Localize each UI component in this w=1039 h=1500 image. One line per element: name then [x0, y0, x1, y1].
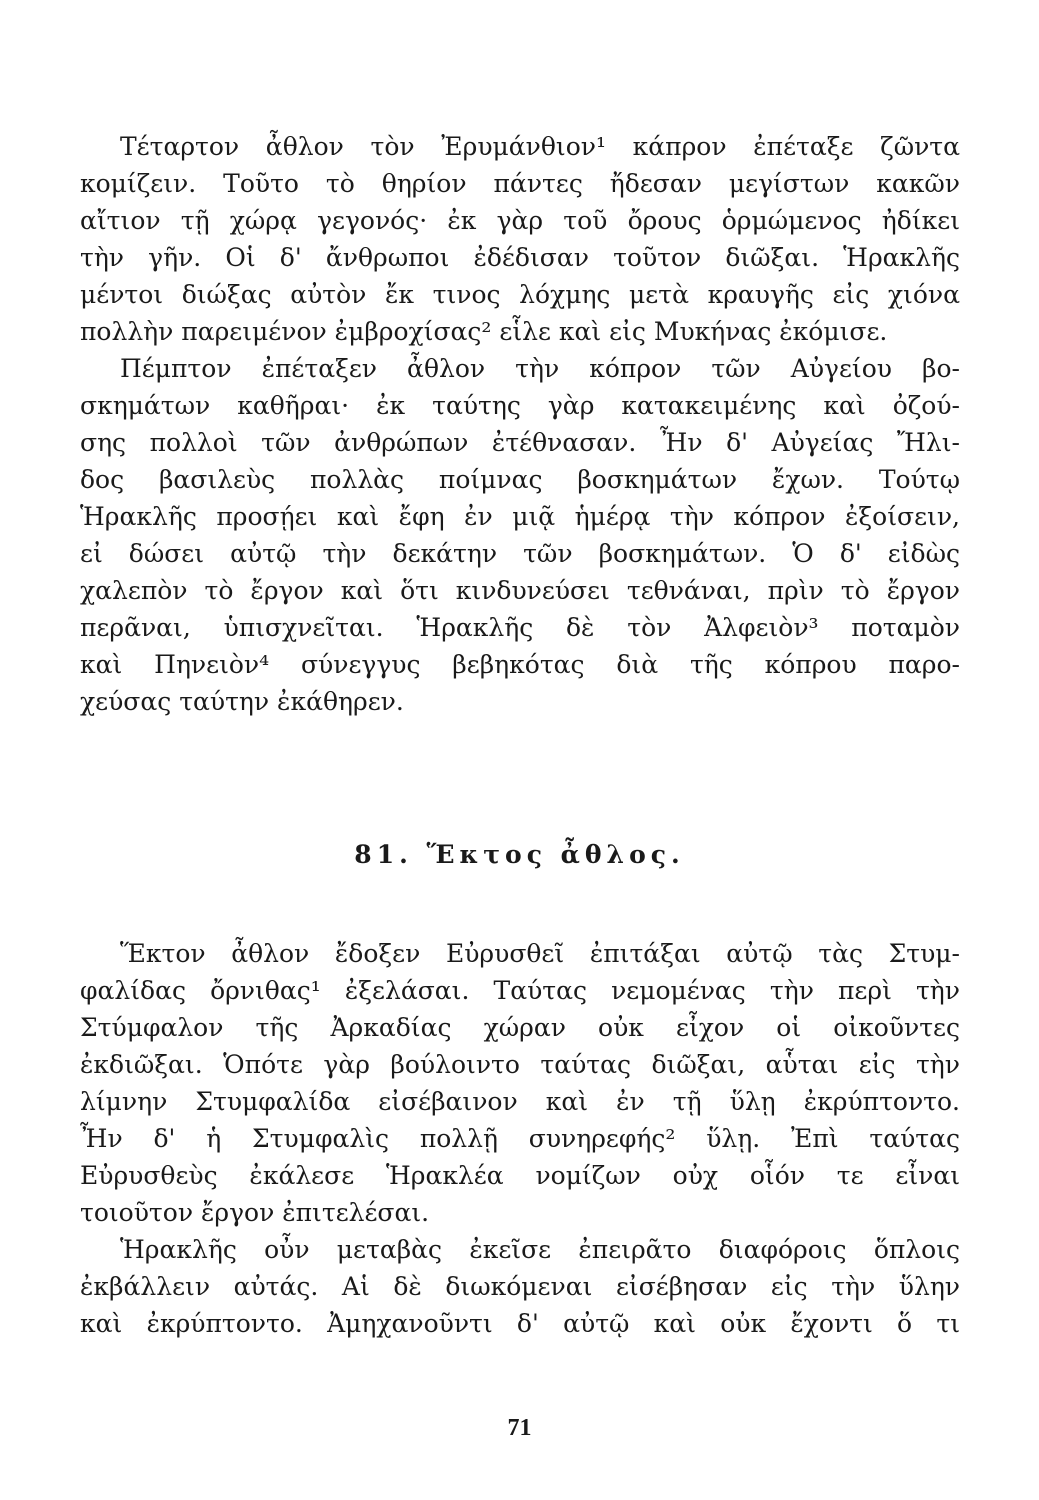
text-line: Στύμφαλον τῆς Ἀρκαδίας χώραν οὐκ εἶχον οἱ οἰκοῦντες	[80, 1013, 960, 1042]
text-line: Ἕκτον ἆθλον ἔδοξεν Εὐρυσθεῖ ἐπιτάξαι αὐτῷ τὰς Στυμ-	[120, 939, 960, 968]
text-line: σκημάτων καθῆραι· ἐκ ταύτης γὰρ κατακειμένης καὶ ὀζού-	[80, 391, 960, 420]
text-line: τοιοῦτον ἔργον ἐπιτελέσαι.	[80, 1198, 430, 1227]
text-line: Πέμπτον ἐπέταξεν ἆθλον τὴν κόπρον τῶν Αὐγείου βο-	[120, 354, 960, 383]
text-line: κομίζειν. Τοῦτο τὸ θηρίον πάντες ἤδεσαν μεγίστων κακῶν	[80, 169, 960, 198]
text-line: χαλεπὸν τὸ ἔργον καὶ ὅτι κινδυνεύσει τεθνάναι, πρὶν τὸ ἔργον	[80, 576, 960, 605]
text-line: λίμνην Στυμφαλίδα εἰσέβαινον καὶ ἐν τῇ ὕλῃ ἐκρύπτοντο.	[80, 1087, 960, 1116]
text-line: Ἡρακλῆς οὖν μεταβὰς ἐκεῖσε ἐπειρᾶτο διαφόροις ὅπλοις	[120, 1235, 960, 1264]
chapter-heading: 81. Ἕκτος ἆθλος.	[354, 840, 685, 869]
text-line: αἴτιον τῇ χώρᾳ γεγονός· ἐκ γὰρ τοῦ ὄρους ὁρμώμενος ἠδίκει	[80, 206, 960, 235]
text-line: τὴν γῆν. Οἱ δ' ἄνθρωποι ἐδέδισαν τοῦτον διῶξαι. Ἡρακλῆς	[80, 243, 960, 272]
text-line: σης πολλοὶ τῶν ἀνθρώπων ἐτέθνασαν. Ἦν δ' Αὐγείας Ἤλι-	[80, 428, 960, 457]
text-line: φαλίδας ὄρνιθας¹ ἐξελάσαι. Ταύτας νεμομένας τὴν περὶ τὴν	[80, 976, 960, 1005]
page-number: 71	[507, 1415, 532, 1441]
text-line: καὶ ἐκρύπτοντο. Ἀμηχανοῦντι δ' αὐτῷ καὶ οὐκ ἔχοντι ὅ τι	[80, 1309, 960, 1338]
text-line: ἐκβάλλειν αὐτάς. Αἱ δὲ διωκόμεναι εἰσέβησαν εἰς τὴν ὕλην	[80, 1272, 960, 1301]
text-line: ἐκδιῶξαι. Ὁπότε γὰρ βούλοιντο ταύτας διῶξαι, αὗται εἰς τὴν	[80, 1050, 960, 1079]
text-line: Εὐρυσθεὺς ἐκάλεσε Ἡρακλέα νομίζων οὐχ οἷόν τε εἶναι	[80, 1161, 960, 1190]
text-line: καὶ Πηνειὸν⁴ σύνεγγυς βεβηκότας διὰ τῆς κόπρου παρο-	[80, 650, 960, 679]
text-line: Ἦν δ' ἡ Στυμφαλὶς πολλῇ συνηρεφής² ὕλῃ. Ἐπὶ ταύτας	[80, 1124, 960, 1153]
text-line: μέντοι διώξας αὐτὸν ἔκ τινος λόχμης μετὰ κραυγῆς εἰς χιόνα	[80, 280, 960, 309]
text-line: εἰ δώσει αὐτῷ τὴν δεκάτην τῶν βοσκημάτων. Ὁ δ' εἰδὼς	[80, 539, 960, 568]
paragraphs-sixth-labour	[80, 935, 960, 1342]
text-line: χεύσας ταύτην ἐκάθηρεν.	[80, 687, 404, 716]
paragraphs-fourth-and-fifth-labour	[80, 128, 960, 720]
text-line: δος βασιλεὺς πολλὰς ποίμνας βοσκημάτων ἔχων. Τούτῳ	[80, 465, 960, 494]
text-line: πολλὴν παρειμένον ἐμβροχίσας² εἷλε καὶ εἰς Μυκήνας ἐκόμισε.	[80, 317, 888, 346]
text-line: Ἡρακλῆς προσῄει καὶ ἔφη ἐν μιᾷ ἡμέρᾳ τὴν κόπρον ἐξοίσειν,	[80, 502, 960, 531]
text-line: περᾶναι, ὑπισχνεῖται. Ἡρακλῆς δὲ τὸν Ἀλφειὸν³ ποταμὸν	[80, 613, 960, 642]
text-line: Τέταρτον ἆθλον τὸν Ἐρυμάνθιον¹ κάπρον ἐπέταξε ζῶντα	[120, 132, 960, 161]
